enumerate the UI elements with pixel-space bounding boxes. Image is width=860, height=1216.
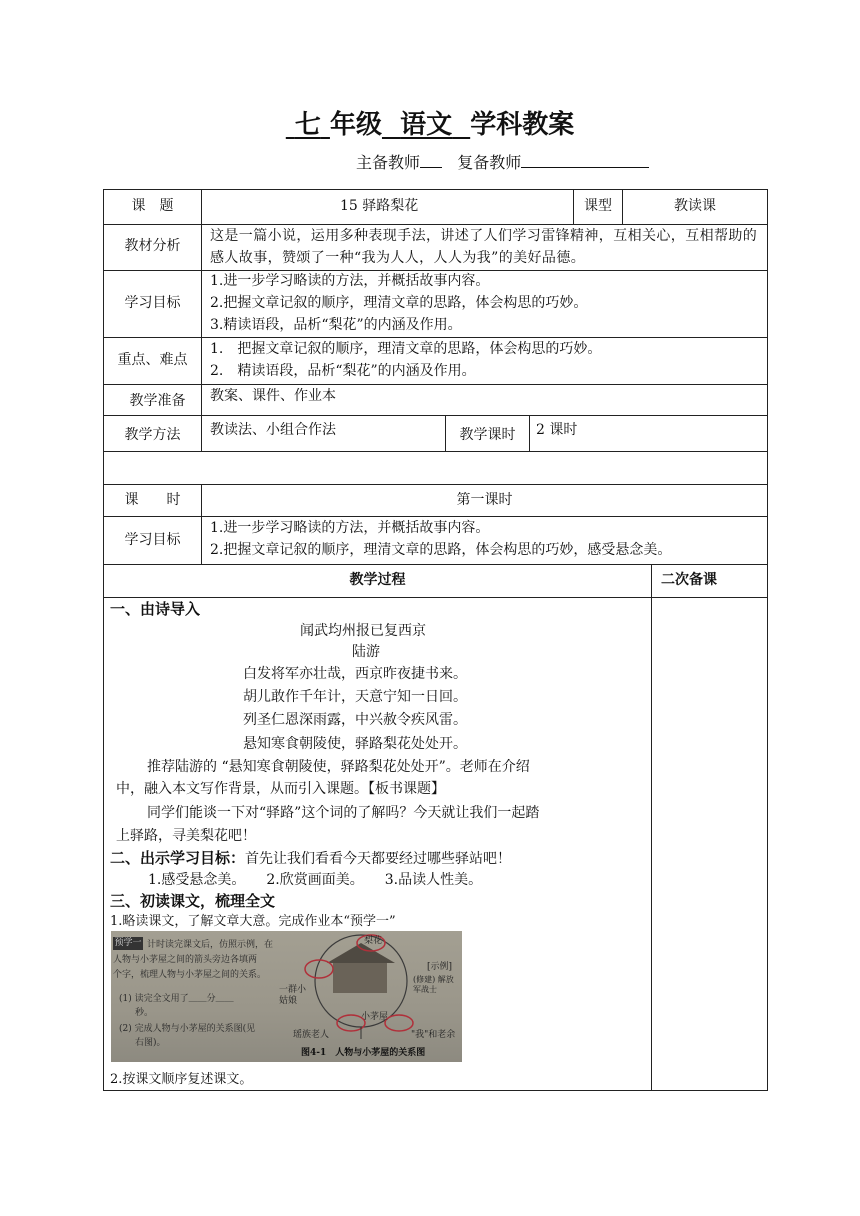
second-prep-header: 二次备课 bbox=[661, 572, 717, 588]
page-title: 七 年级 语文 学科教案 bbox=[294, 110, 575, 140]
goal-2: 2.把握文章记叙的顺序，理清文章的思路，体会构思的巧妙。 bbox=[210, 295, 588, 311]
hours-value: 2 课时 bbox=[536, 422, 578, 438]
figure-label-hut: 小茅屋 bbox=[361, 1012, 389, 1022]
goal-3: 3.精读语段，品析“梨花”的内涵及作用。 bbox=[210, 317, 462, 333]
figure-text-3: 个字，梳理人物与小茅屋之间的关系。 bbox=[113, 970, 267, 980]
key-label: 重点、难点 bbox=[117, 352, 188, 368]
poem-title: 闻武均州报已复西京 bbox=[300, 623, 426, 639]
figure-q2b: 右图)。 bbox=[135, 1038, 166, 1048]
intro-paragraph-1a: 推荐陆游的 “悬知寒食朝陵使，驿路梨花处处开”。老师在介绍 bbox=[147, 759, 530, 775]
period-value: 第一课时 bbox=[456, 492, 513, 508]
poem-line-3: 列圣仁恩深雨露，中兴赦令疾风雷。 bbox=[243, 712, 467, 728]
workbook-figure bbox=[111, 931, 462, 1062]
key-2: 2. 精读语段，品析“梨花”的内涵及作用。 bbox=[210, 363, 476, 379]
figure-text-1: 计时读完课文后，仿照示例，在 bbox=[147, 940, 274, 950]
section-2-items: 1.感受悬念美。 2.欣赏画面美。 3.品读人性美。 bbox=[148, 872, 483, 888]
figure-q1c: 秒。 bbox=[135, 1008, 154, 1018]
method-value: 教读法、小组合作法 bbox=[210, 422, 336, 438]
key-1: 1. 把握文章记叙的顺序，理清文章的思路，体会构思的巧妙。 bbox=[210, 341, 602, 357]
poem-line-1: 白发将军亦壮哉，西京昨夜捷书来。 bbox=[243, 666, 467, 682]
section-3-item-2: 2.按课文顺序复述课文。 bbox=[110, 1072, 253, 1087]
intro-paragraph-1b: 中，融入本文写作背景，从而引入课题。【板书课题】 bbox=[116, 781, 445, 797]
prep-label: 教学准备 bbox=[129, 393, 186, 409]
section-3-title: 三、初读课文，梳理全文 bbox=[110, 892, 276, 910]
figure-label-pear: 梨花 bbox=[364, 936, 383, 946]
goals-label: 学习目标 bbox=[124, 295, 181, 311]
type-value: 教读课 bbox=[674, 198, 716, 214]
prep-value: 教案、课件、作业本 bbox=[210, 388, 336, 404]
figure-label-example: [示例] bbox=[427, 962, 453, 972]
period-label: 课 时 bbox=[124, 492, 181, 508]
poem-line-4: 悬知寒食朝陵使，驿路梨花处处开。 bbox=[243, 736, 467, 752]
poem-line-2: 胡儿敢作千年计，天意宁知一日回。 bbox=[243, 689, 467, 705]
figure-label-old-man: 瑶族老人 bbox=[293, 1030, 330, 1040]
figure-label-girls: 一群小姑娘 bbox=[279, 985, 307, 1006]
lesson-goal-2: 2.把握文章记叙的顺序，理清文章的思路，体会构思的巧妙，感受悬念美。 bbox=[210, 542, 672, 558]
section-3-item-1: 1.略读课文，了解文章大意。完成作业本“预学一” bbox=[110, 914, 396, 929]
type-label: 课型 bbox=[584, 198, 612, 214]
analysis-text: 这是一篇小说，运用多种表现手法，讲述了人们学习雷锋精神，互相关心，互相帮助的感人故事，赞颂了一种“我为人人，人人为我”的美好品德。 bbox=[210, 228, 758, 266]
section-2: 二、出示学习目标：首先让我们看看今天都要经过哪些驿站吧！ bbox=[110, 849, 512, 867]
figure-caption: 图4-1 人物与小茅屋的关系图 bbox=[301, 1048, 426, 1058]
section-1-title: 一、由诗导入 bbox=[110, 600, 201, 618]
lesson-goal-1: 1.进一步学习略读的方法，并概括故事内容。 bbox=[210, 520, 490, 536]
figure-label-me: "我"和老余 bbox=[411, 1030, 456, 1040]
figure-label-example2: (修建) 解放军战士 bbox=[413, 975, 454, 994]
teacher-line: 主备教师 复备教师 bbox=[356, 150, 649, 173]
topic-value: 15 驿路梨花 bbox=[340, 198, 419, 214]
method-label: 教学方法 bbox=[124, 427, 181, 443]
figure-q1: (1) 读完全文用了＿＿分＿＿ bbox=[119, 994, 234, 1004]
intro-paragraph-2b: 上驿路，寻美梨花吧！ bbox=[116, 828, 256, 844]
process-header: 教学过程 bbox=[349, 572, 406, 588]
topic-label: 课 题 bbox=[131, 198, 174, 214]
lesson-goals-label: 学习目标 bbox=[124, 532, 181, 548]
analysis-label: 教材分析 bbox=[124, 238, 181, 254]
figure-text-2: 人物与小茅屋之间的箭头旁边各填两 bbox=[113, 955, 258, 965]
poem-author: 陆游 bbox=[352, 644, 380, 660]
intro-paragraph-2a: 同学们能谈一下对“驿路”这个词的了解吗？今天就让我们一起踏 bbox=[147, 805, 540, 821]
hours-label: 教学课时 bbox=[459, 427, 516, 443]
figure-tag: 预学一 bbox=[114, 938, 142, 948]
goal-1: 1.进一步学习略读的方法，并概括故事内容。 bbox=[210, 273, 490, 289]
figure-q2: (2) 完成人物与小茅屋的关系图(见 bbox=[119, 1024, 256, 1034]
